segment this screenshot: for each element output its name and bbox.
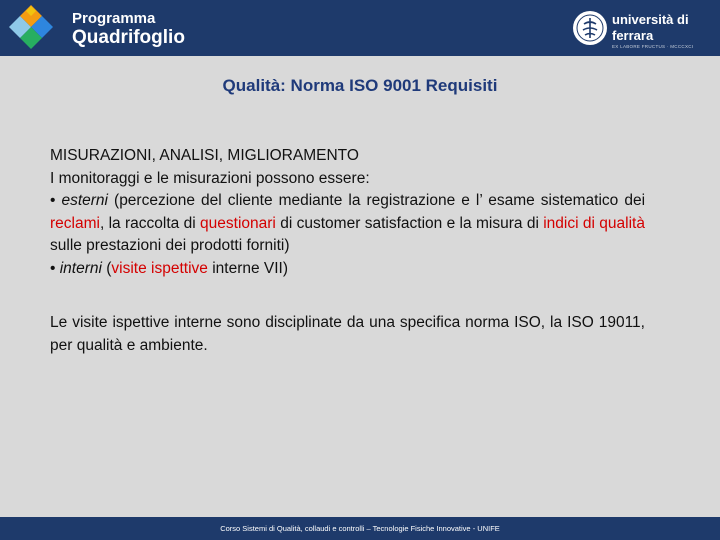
section-heading: MISURAZIONI, ANALISI, MIGLIORAMENTO	[50, 147, 359, 164]
brand-line-1: Programma	[72, 10, 156, 27]
bullet-marker: •	[50, 259, 60, 277]
bullet-internal	[50, 258, 645, 281]
slide-title: Qualità: Norma ISO 9001 Requisiti	[222, 76, 498, 95]
text-segment: sulle prestazioni dei prodotti forniti)	[50, 237, 290, 254]
highlight-visite-ispettive: visite ispettive	[111, 259, 208, 277]
footer-text: Corso Sistemi di Qualità, collaudi e controlli – Tecnologie Fisiche Innovative - UNIFE	[220, 524, 500, 533]
text-segment: , la raccolta di	[99, 214, 201, 232]
brand-name	[72, 9, 185, 47]
text-segment: di customer satisfaction e la misura di	[275, 214, 544, 232]
intro-text: I monitoraggi e le misurazioni possono essere:	[50, 169, 370, 187]
bullet-external	[50, 190, 645, 258]
university-motto: EX LABORE FRUCTUS · MCCCXCI	[612, 44, 694, 49]
text-segment: (	[101, 259, 112, 277]
slide-body	[50, 145, 645, 357]
spacer	[50, 280, 645, 312]
brand-line-2: Quadrifoglio	[72, 27, 185, 48]
highlight-questionari: questionari	[200, 214, 276, 232]
text-segment: (percezione del cliente mediante la registrazione e l’ esame sistematico dei	[108, 192, 646, 209]
unife-seal-icon	[572, 10, 608, 46]
university-name: università di ferrara	[612, 12, 689, 43]
closing-paragraph: Le visite ispettive interne sono disciplinate da una specifica norma ISO, la ISO 19011, per qualità e ambiente.	[50, 314, 645, 354]
text-segment: interne VII)	[207, 259, 289, 277]
quadrifoglio-logo-icon	[6, 3, 56, 53]
highlight-reclami: reclami	[50, 214, 100, 232]
term-external: esterni	[61, 192, 108, 209]
term-internal: interni	[59, 259, 102, 277]
header-bar	[0, 0, 720, 56]
highlight-indici-qualita: indici di qualità	[543, 214, 645, 232]
bullet-marker: •	[50, 192, 62, 209]
university-label	[612, 12, 720, 49]
footer-bar	[0, 517, 720, 540]
